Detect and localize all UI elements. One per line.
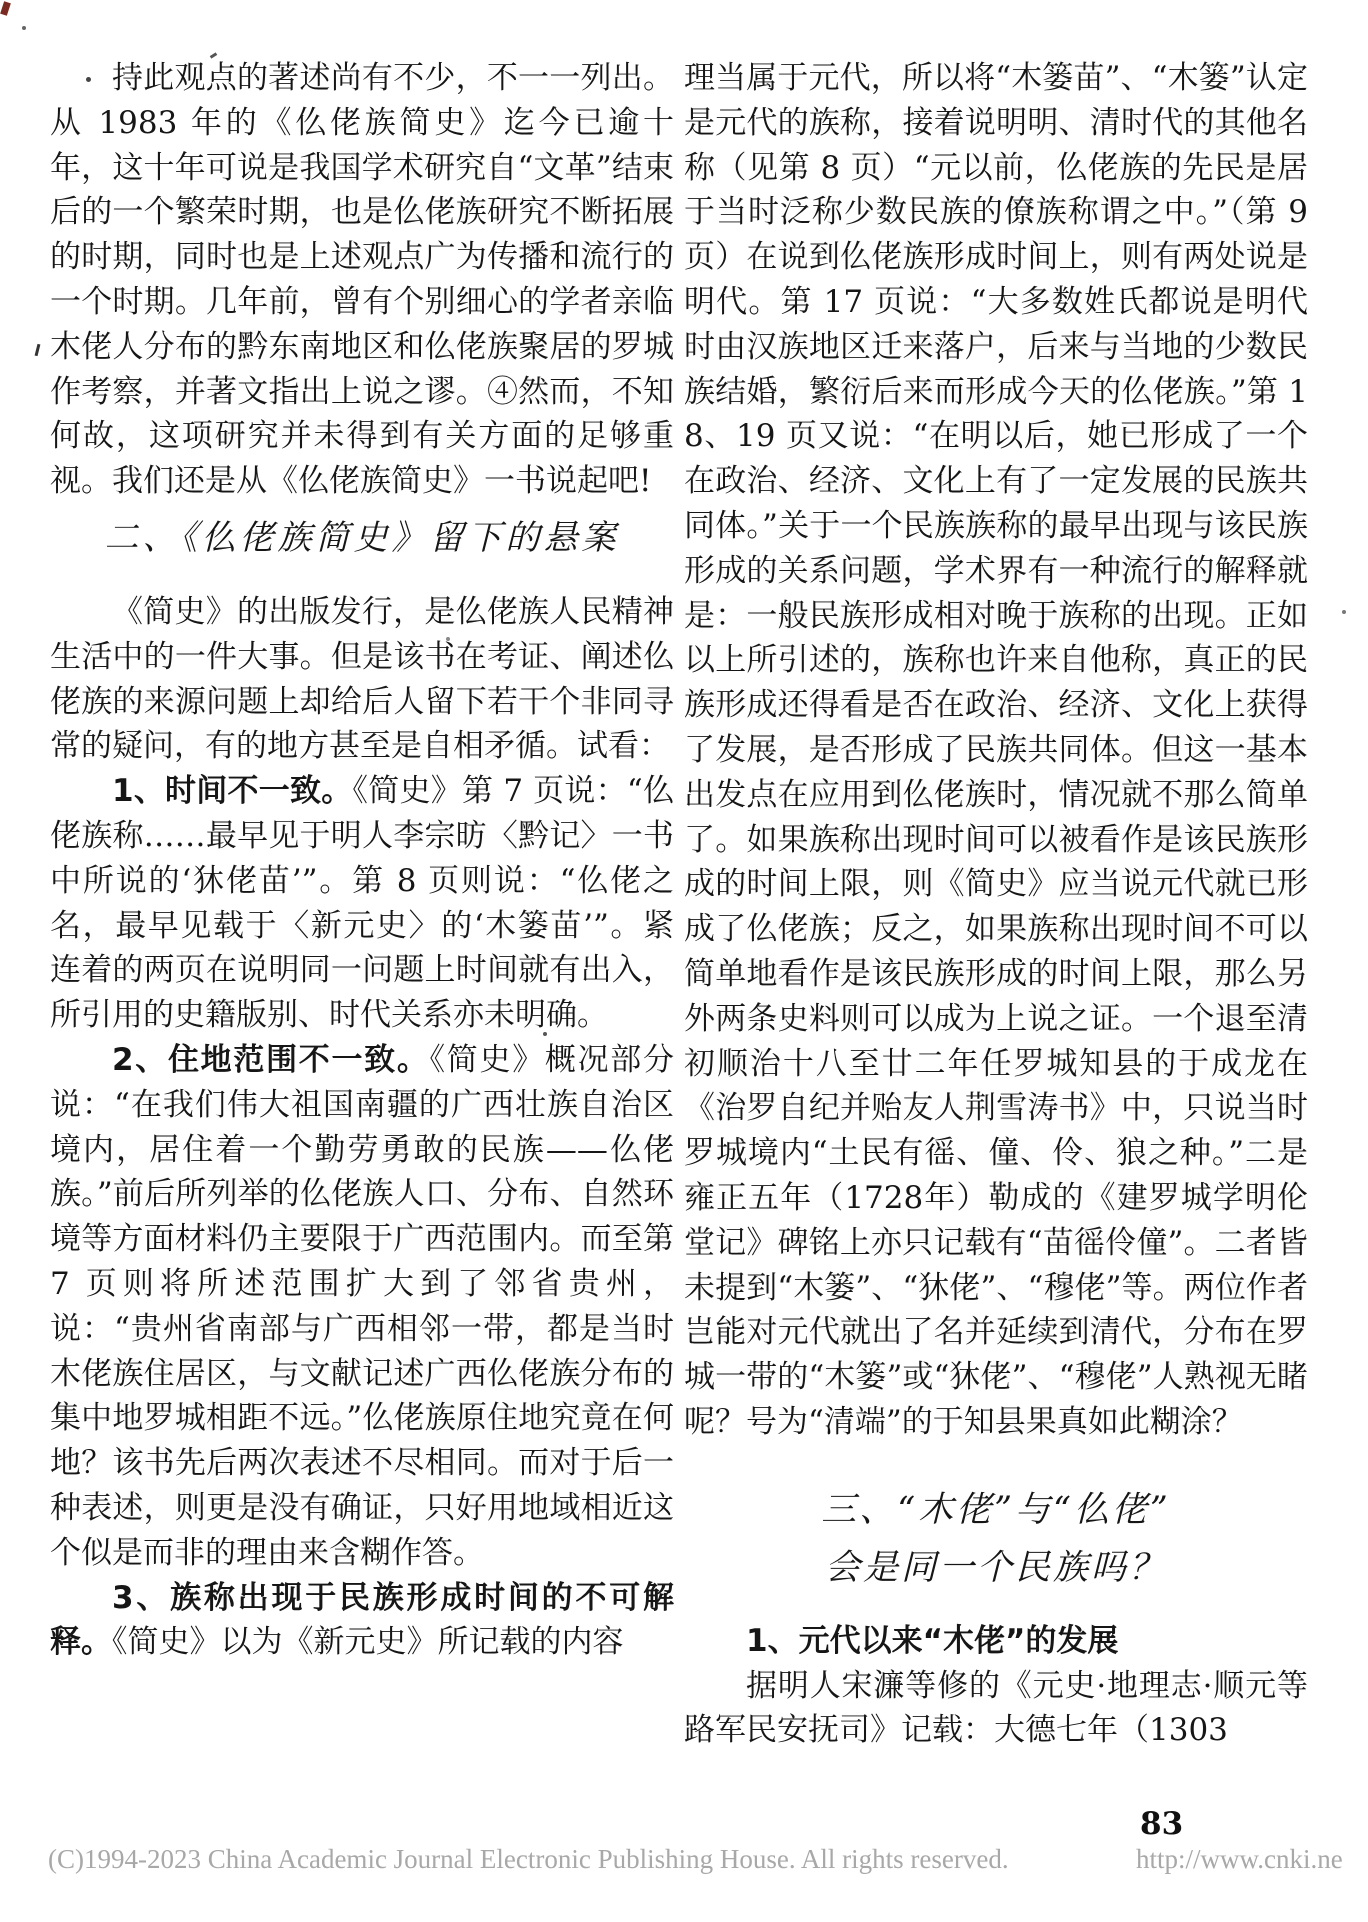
numbered-item-1	[50, 769, 674, 1038]
item-3-text: 《简史》以为《新元史》所记载的内容	[112, 1624, 624, 1661]
sub-item-1-label: 1、元代以来“木佬”的发展	[746, 1622, 1119, 1659]
footer-copyright: (C)1994-2023 China Academic Journal Electronic Publishing House. All rights reserved.	[48, 1844, 1009, 1874]
body-paragraph: 持此观点的著述尚有不少，不一一列出。从 1983 年的《仫佬族简史》迄今已逾十年，这十年可说是我国学术研究自“文革”结束后的一个繁荣时期，也是仫佬族研究不断拓展的时期，同时也是上述观点广为传播和流行的一个时期。几年前，曾有个别细心的学者亲临木佬人分布的黔东南地区和仫佬族聚居的罗城作考察，并著文指出上说之谬。④然而，不知何故，这项研究并未得到有关方面的足够重视。我们还是从《仫佬族简史》一书说起吧!	[50, 60, 674, 500]
item-2-text: 《简史》概况部分说：“在我们伟大祖国南疆的广西壮族自治区境内，居住着一个勤劳勇敢的民族——仫佬族。”前后所列举的仫佬族人口、分布、自然环境等方面材料仍主要限于广西范围内。而至第 7 页则将所述范围扩大到了邻省贵州，说：“贵州省南部与广西相邻一带，都是当时木佬族住居区，与文献记述广西仫佬族分布的集中地罗城相距不远。”仫佬族原住地究竟在何地？该书先后两次表述不尽相同。而对于后一种表述，则更是没有确证，只好用地域相近这个似是而非的理由来含糊作答。	[50, 1041, 674, 1571]
page-number: 83	[1140, 1806, 1184, 1842]
item-3-label: 3、族称出现于民族形成时间的不可解释。	[50, 1579, 674, 1661]
left-column	[50, 56, 674, 1820]
section-heading-2: 二、《仫佬族简史》留下的悬案	[104, 517, 620, 558]
item-1-text: 《简史》第 7 页说：“仫佬族称……最早见于明人李宗昉〈黔记〉一书中所说的‘狇佬苗’”。第 8 页则说：“仫佬之名，最早见载于〈新元史〉的‘木篓苗’”。紧连着的两页在说明同一问题上时间就有出入，所引用的史籍版别、时代关系亦未明确。	[50, 773, 674, 1034]
body-paragraph: 《简史》的出版发行，是仫佬族人民精神生活中的一件大事。但是该书在考证、阐述仫佬族的来源问题上却给后人留下若干个非同寻常的疑问，有的地方甚至是自相矛循。试看：	[50, 593, 674, 765]
section-heading-3	[684, 1481, 1308, 1597]
body-paragraph: 据明人宋濂等修的《元史·地理志·顺元等路军民安抚司》记载：大德七年（1303	[684, 1667, 1308, 1749]
scan-artifact	[1342, 610, 1346, 614]
footer	[48, 1842, 1368, 1884]
item-2-label: 2、住地范围不一致。	[112, 1041, 430, 1078]
scan-artifact	[35, 344, 41, 356]
footer-url: http://www.cnki.ne	[1136, 1844, 1343, 1874]
right-column	[684, 56, 1308, 1820]
numbered-item-3	[50, 1576, 674, 1666]
item-1-label: 1、时间不一致。	[112, 773, 353, 810]
numbered-item-2	[50, 1038, 674, 1576]
scan-artifact	[0, 1, 11, 16]
section-heading-3-line2: 会是同一个民族吗？	[824, 1547, 1167, 1588]
scan-artifact	[22, 26, 26, 30]
section-heading-3-line1: 三、“木佬”与“仫佬”	[821, 1489, 1171, 1530]
body-paragraph-continued: 理当属于元代，所以将“木篓苗”、“木篓”认定是元代的族称，接着说明明、清时代的其他名称（见第 8 页）“元以前，仫佬族的先民是居于当时泛称少数民族的僚族称谓之中。”（第 9 页）在说到仫佬族形成时间上，则有两处说是明代。第 17 页说：“大多数姓氏都说是明代时由汉族地区迁来落户，后来与当地的少数民族结婚，繁衍后来而形成今天的仫佬族。”第 18、19 页又说：“在明以后，她已形成了一个在政治、经济、文化上有了一定发展的民族共同体。”关于一个民族族称的最早出现与该民族形成的关系问题，学术界有一种流行的解释就是：一般民族形成相对晚于族称的出现。正如以上所引述的，族称也许来自他称，真正的民族形成还得看是否在政治、经济、文化上获得了发展，是否形成了民族共同体。但这一基本出发点在应用到仫佬族时，情况就不那么简单了。如果族称出现时间可以被看作是该民族形成的时间上限，则《简史》应当说元代就已形成了仫佬族；反之，如果族称出现时间不可以简单地看作是该民族形成的时间上限，那么另外两条史料则可以成为上说之证。一个退至清初顺治十八至廿二年任罗城知县的于成龙在《治罗自纪并贻友人荆雪涛书》中，只说当时罗城境内“土民有徭、僮、伶、狼之种。”二是雍正五年（1728年）勒成的《建罗城学明伦堂记》碑铭上亦只记载有“苗徭伶僮”。二者皆未提到“木篓”、“狇佬”、“穆佬”等。两位作者岂能对元代就出了名并延续到清代，分布在罗城一带的“木篓”或“狇佬”、“穆佬”人熟视无睹呢？号为“清端”的于知县果真如此糊涂？	[684, 60, 1308, 1440]
sub-item-1	[684, 1619, 1308, 1664]
